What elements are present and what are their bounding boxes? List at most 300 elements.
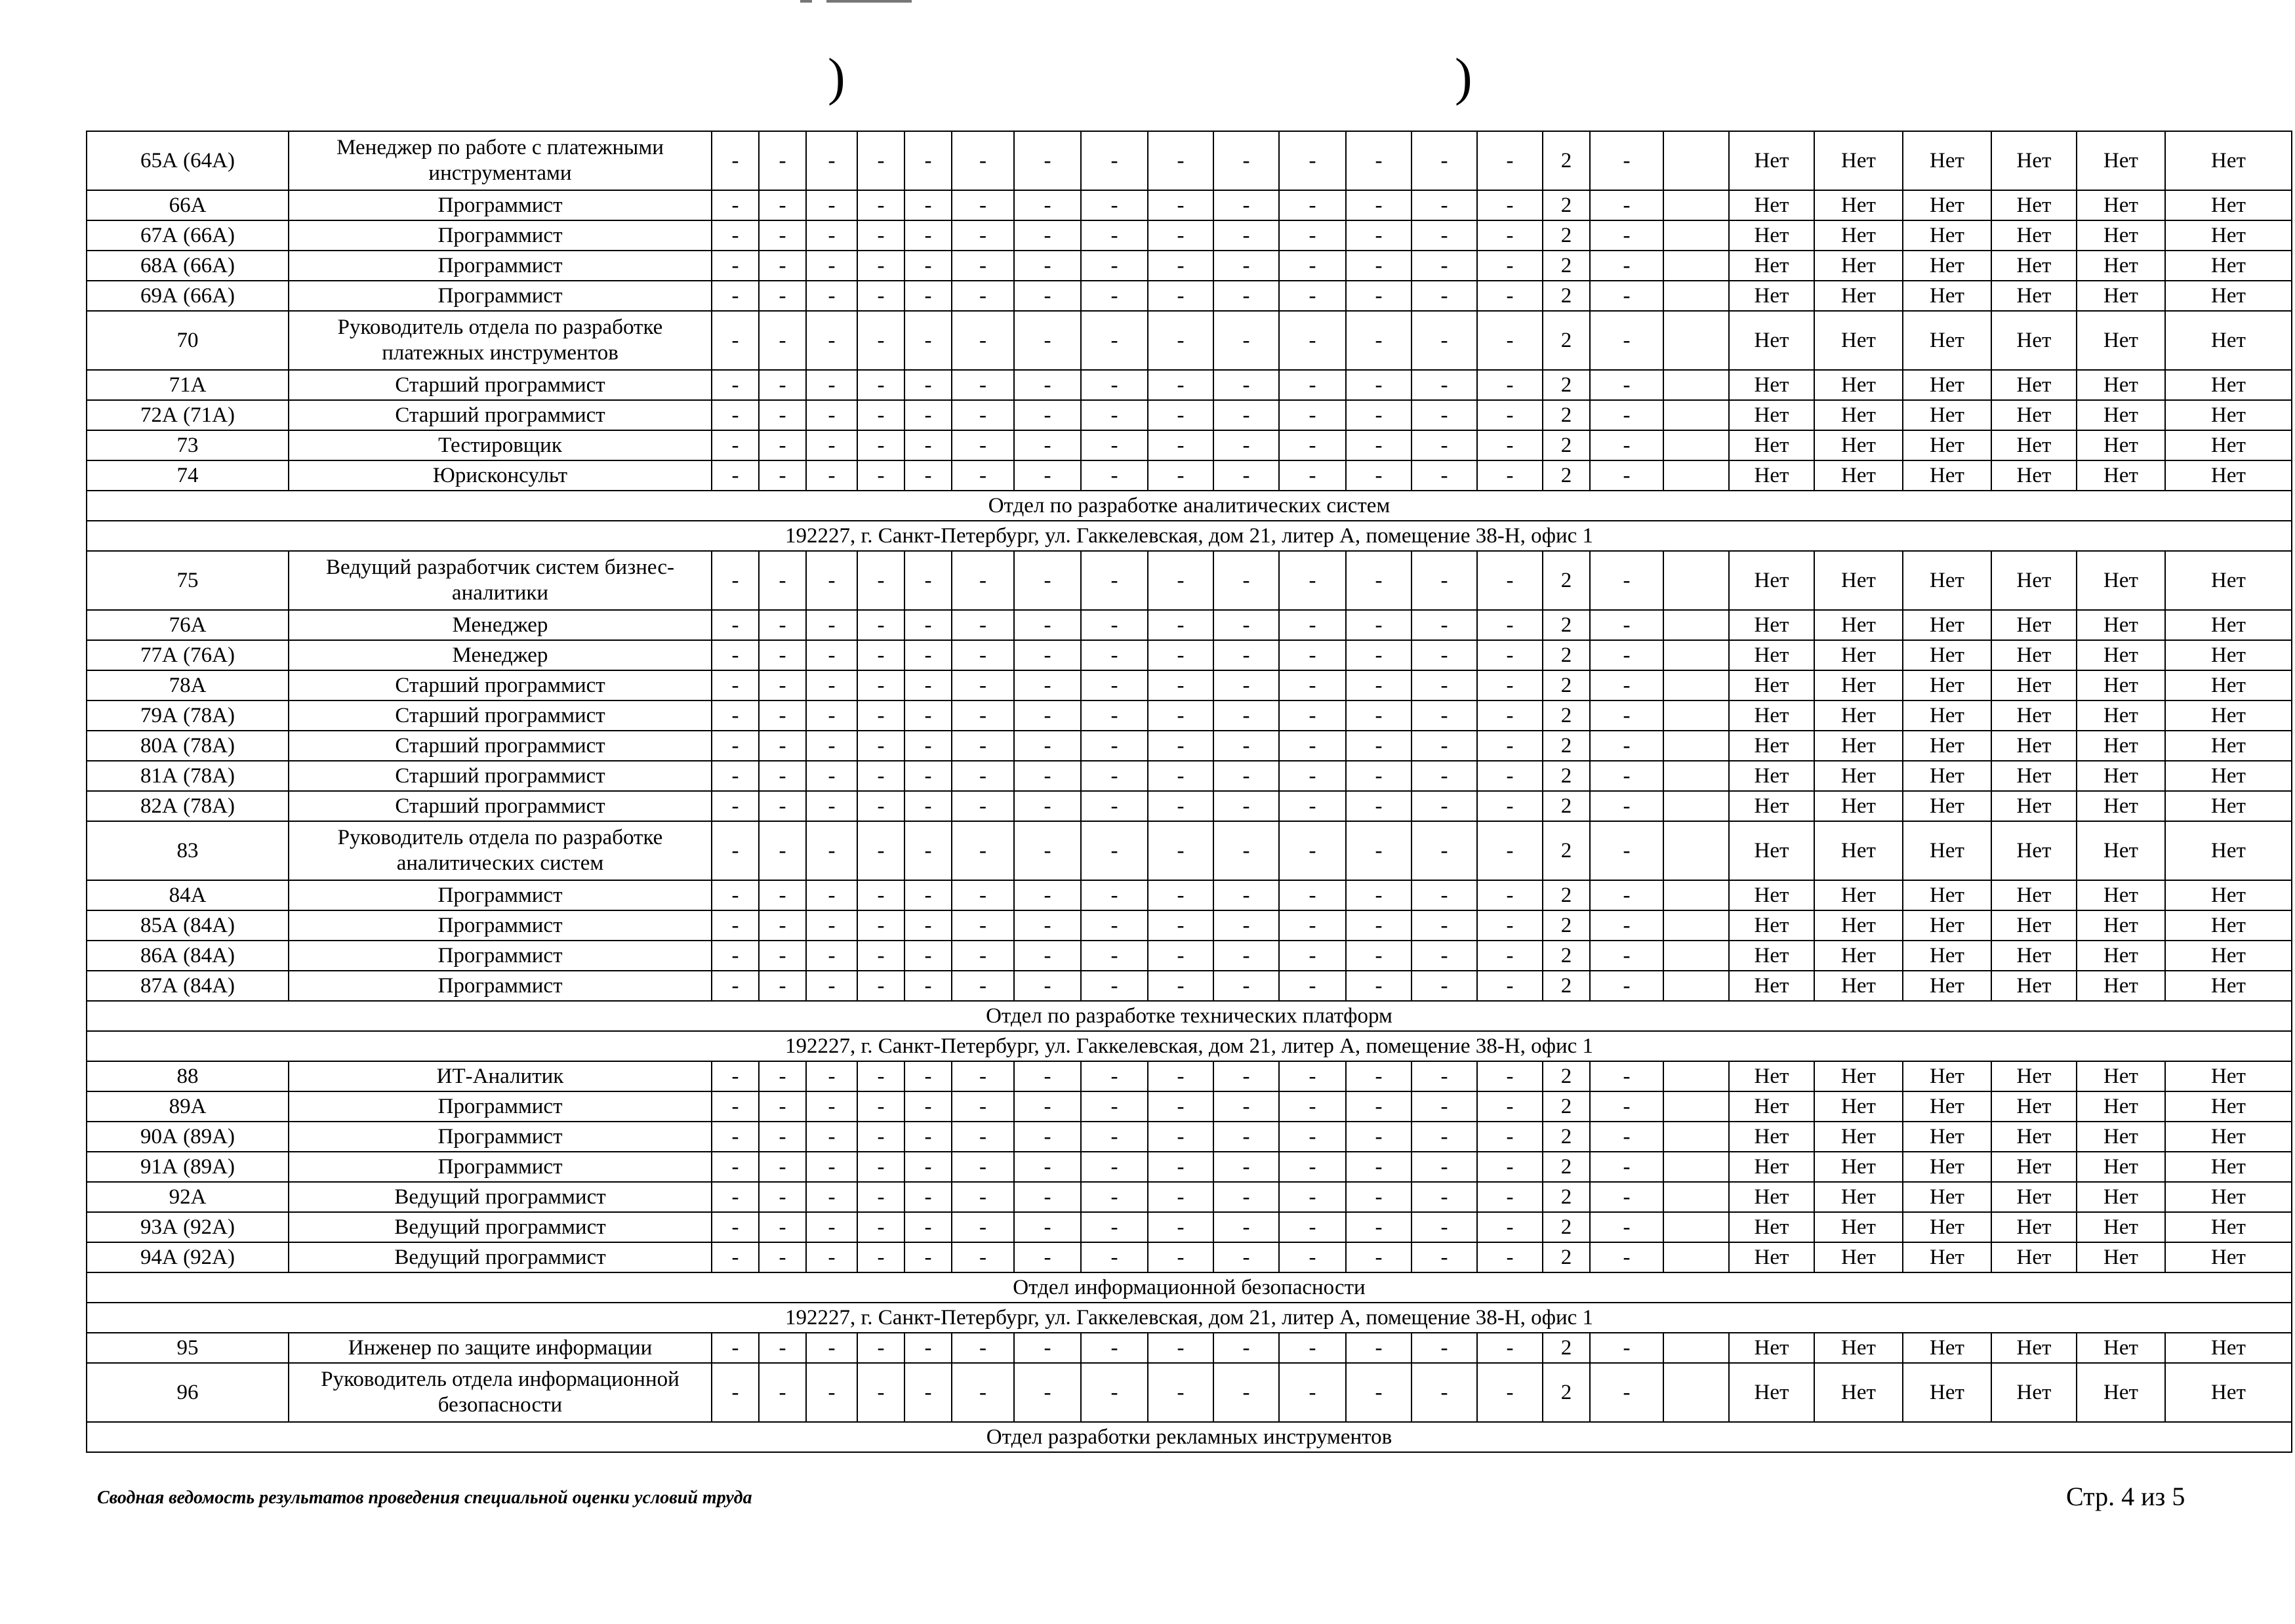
factor-cell: -	[1590, 971, 1663, 1001]
factor-cell: -	[1477, 1122, 1543, 1152]
factor-cell: -	[1590, 1091, 1663, 1122]
blank-cell	[1663, 610, 1729, 640]
factor-cell: -	[904, 821, 952, 880]
factor-cell: -	[1346, 370, 1412, 400]
guarantee-cell: Нет	[1991, 761, 2077, 791]
factor-cell: -	[857, 1333, 904, 1363]
factor-cell: -	[1279, 1061, 1346, 1091]
class-cell: 2	[1543, 1363, 1590, 1422]
factor-cell: -	[1412, 731, 1477, 761]
factor-cell: -	[1412, 700, 1477, 731]
factor-cell: -	[1213, 971, 1279, 1001]
guarantee-cell: Нет	[1729, 700, 1814, 731]
blank-cell	[1663, 821, 1729, 880]
factor-cell: -	[712, 880, 759, 910]
class-cell: 2	[1543, 941, 1590, 971]
guarantee-cell: Нет	[2165, 1152, 2292, 1182]
guarantee-cell: Нет	[1814, 971, 1903, 1001]
class-cell: 2	[1543, 731, 1590, 761]
row-id: 72А (71А)	[87, 400, 289, 430]
factor-cell: -	[1148, 880, 1213, 910]
guarantee-cell: Нет	[1903, 1061, 1991, 1091]
factor-cell: -	[1477, 281, 1543, 311]
section-address-row	[87, 1031, 2292, 1061]
factor-cell: -	[904, 370, 952, 400]
factor-cell: -	[1412, 131, 1477, 190]
guarantee-cell: Нет	[1903, 1182, 1991, 1212]
table-row	[87, 1152, 2292, 1182]
class-cell: 2	[1543, 1152, 1590, 1182]
factor-cell: -	[1148, 551, 1213, 610]
factor-cell: -	[1148, 190, 1213, 220]
factor-cell: -	[857, 821, 904, 880]
table-row	[87, 941, 2292, 971]
factor-cell: -	[1014, 1333, 1081, 1363]
factor-cell: -	[1014, 791, 1081, 821]
guarantee-cell: Нет	[1814, 821, 1903, 880]
table-row	[87, 700, 2292, 731]
guarantee-cell: Нет	[1991, 311, 2077, 370]
section-heading-row	[87, 491, 2292, 521]
row-id: 90А (89А)	[87, 1122, 289, 1152]
factor-cell: -	[1590, 281, 1663, 311]
factor-cell: -	[1412, 910, 1477, 941]
guarantee-cell: Нет	[1903, 190, 1991, 220]
factor-cell: -	[904, 791, 952, 821]
factor-cell: -	[1346, 1363, 1412, 1422]
row-id: 71А	[87, 370, 289, 400]
factor-cell: -	[712, 281, 759, 311]
factor-cell: -	[904, 1182, 952, 1212]
row-position-title: Ведущий разработчик систем бизнес-аналитики	[289, 551, 712, 610]
class-cell: 2	[1543, 821, 1590, 880]
guarantee-cell: Нет	[1903, 731, 1991, 761]
factor-cell: -	[712, 430, 759, 460]
factor-cell: -	[712, 731, 759, 761]
factor-cell: -	[904, 1122, 952, 1152]
class-cell: 2	[1543, 1212, 1590, 1242]
factor-cell: -	[1279, 220, 1346, 251]
row-id: 66А	[87, 190, 289, 220]
factor-cell: -	[952, 1363, 1014, 1422]
factor-cell: -	[806, 190, 857, 220]
factor-cell: -	[806, 1061, 857, 1091]
factor-cell: -	[1081, 551, 1148, 610]
guarantee-cell: Нет	[2165, 761, 2292, 791]
guarantee-cell: Нет	[1903, 131, 1991, 190]
factor-cell: -	[1213, 1242, 1279, 1272]
factor-cell: -	[857, 1363, 904, 1422]
factor-cell: -	[1081, 1152, 1148, 1182]
blank-cell	[1663, 670, 1729, 700]
factor-cell: -	[1213, 761, 1279, 791]
row-position-title: Тестировщик	[289, 430, 712, 460]
guarantee-cell: Нет	[2165, 700, 2292, 731]
factor-cell: -	[857, 220, 904, 251]
table-row	[87, 1363, 2292, 1422]
factor-cell: -	[1346, 941, 1412, 971]
factor-cell: -	[1014, 910, 1081, 941]
table-row	[87, 731, 2292, 761]
row-position-title: Ведущий программист	[289, 1212, 712, 1242]
factor-cell: -	[1412, 941, 1477, 971]
factor-cell: -	[1148, 640, 1213, 670]
guarantee-cell: Нет	[1903, 551, 1991, 610]
factor-cell: -	[1279, 551, 1346, 610]
factor-cell: -	[1014, 1152, 1081, 1182]
factor-cell: -	[1412, 761, 1477, 791]
factor-cell: -	[1148, 731, 1213, 761]
table-row	[87, 1333, 2292, 1363]
factor-cell: -	[1477, 1152, 1543, 1182]
factor-cell: -	[1148, 1061, 1213, 1091]
guarantee-cell: Нет	[2077, 251, 2165, 281]
factor-cell: -	[904, 1061, 952, 1091]
guarantee-cell: Нет	[1729, 370, 1814, 400]
guarantee-cell: Нет	[2165, 880, 2292, 910]
factor-cell: -	[1590, 1333, 1663, 1363]
row-position-title: Программист	[289, 910, 712, 941]
factor-cell: -	[904, 131, 952, 190]
class-cell: 2	[1543, 761, 1590, 791]
factor-cell: -	[806, 1182, 857, 1212]
factor-cell: -	[712, 610, 759, 640]
class-cell: 2	[1543, 670, 1590, 700]
guarantee-cell: Нет	[2077, 220, 2165, 251]
guarantee-cell: Нет	[1814, 880, 1903, 910]
guarantee-cell: Нет	[1991, 1212, 2077, 1242]
guarantee-cell: Нет	[1729, 910, 1814, 941]
factor-cell: -	[1346, 251, 1412, 281]
factor-cell: -	[759, 430, 806, 460]
guarantee-cell: Нет	[1814, 1333, 1903, 1363]
factor-cell: -	[1081, 610, 1148, 640]
factor-cell: -	[904, 971, 952, 1001]
row-id: 85А (84А)	[87, 910, 289, 941]
factor-cell: -	[1412, 190, 1477, 220]
factor-cell: -	[857, 761, 904, 791]
guarantee-cell: Нет	[1903, 971, 1991, 1001]
factor-cell: -	[806, 1242, 857, 1272]
table-row	[87, 281, 2292, 311]
blank-cell	[1663, 791, 1729, 821]
factor-cell: -	[1590, 821, 1663, 880]
factor-cell: -	[1081, 640, 1148, 670]
factor-cell: -	[1148, 311, 1213, 370]
guarantee-cell: Нет	[1903, 670, 1991, 700]
factor-cell: -	[806, 1363, 857, 1422]
factor-cell: -	[1014, 281, 1081, 311]
factor-cell: -	[1346, 1122, 1412, 1152]
table-row	[87, 1061, 2292, 1091]
factor-cell: -	[806, 370, 857, 400]
factor-cell: -	[1412, 1242, 1477, 1272]
factor-cell: -	[1412, 400, 1477, 430]
factor-cell: -	[1148, 1152, 1213, 1182]
table-body	[87, 131, 2292, 1452]
factor-cell: -	[806, 640, 857, 670]
guarantee-cell: Нет	[1814, 1122, 1903, 1152]
row-position-title: Старший программист	[289, 731, 712, 761]
factor-cell: -	[759, 1122, 806, 1152]
row-id: 89А	[87, 1091, 289, 1122]
factor-cell: -	[1213, 370, 1279, 400]
blank-cell	[1663, 460, 1729, 491]
factor-cell: -	[1346, 430, 1412, 460]
factor-cell: -	[1590, 1122, 1663, 1152]
factor-cell: -	[1213, 1363, 1279, 1422]
factor-cell: -	[1477, 941, 1543, 971]
factor-cell: -	[952, 1333, 1014, 1363]
factor-cell: -	[1213, 400, 1279, 430]
factor-cell: -	[1081, 311, 1148, 370]
factor-cell: -	[1412, 821, 1477, 880]
section-heading: Отдел по разработке аналитических систем	[87, 491, 2292, 521]
factor-cell: -	[1590, 1182, 1663, 1212]
class-cell: 2	[1543, 430, 1590, 460]
factor-cell: -	[1014, 1091, 1081, 1122]
table-row	[87, 761, 2292, 791]
factor-cell: -	[857, 880, 904, 910]
guarantee-cell: Нет	[1991, 1061, 2077, 1091]
guarantee-cell: Нет	[1903, 941, 1991, 971]
factor-cell: -	[1081, 731, 1148, 761]
guarantee-cell: Нет	[1814, 1242, 1903, 1272]
factor-cell: -	[1014, 131, 1081, 190]
blank-cell	[1663, 190, 1729, 220]
factor-cell: -	[1346, 1242, 1412, 1272]
section-heading: Отдел по разработке технических платформ	[87, 1001, 2292, 1031]
factor-cell: -	[1148, 791, 1213, 821]
guarantee-cell: Нет	[2077, 370, 2165, 400]
factor-cell: -	[1590, 1363, 1663, 1422]
factor-cell: -	[759, 220, 806, 251]
class-cell: 2	[1543, 791, 1590, 821]
table-row	[87, 370, 2292, 400]
factor-cell: -	[759, 791, 806, 821]
factor-cell: -	[857, 551, 904, 610]
row-id: 74	[87, 460, 289, 491]
row-id: 79А (78А)	[87, 700, 289, 731]
factor-cell: -	[952, 731, 1014, 761]
factor-cell: -	[1412, 791, 1477, 821]
factor-cell: -	[712, 400, 759, 430]
guarantee-cell: Нет	[1729, 1363, 1814, 1422]
guarantee-cell: Нет	[1991, 1363, 2077, 1422]
factor-cell: -	[857, 460, 904, 491]
factor-cell: -	[1279, 821, 1346, 880]
blank-cell	[1663, 1242, 1729, 1272]
row-position-title: Программист	[289, 251, 712, 281]
guarantee-cell: Нет	[1903, 1091, 1991, 1122]
factor-cell: -	[1081, 1091, 1148, 1122]
guarantee-cell: Нет	[2077, 1152, 2165, 1182]
guarantee-cell: Нет	[1991, 1242, 2077, 1272]
class-cell: 2	[1543, 640, 1590, 670]
factor-cell: -	[1014, 670, 1081, 700]
row-id: 80А (78А)	[87, 731, 289, 761]
factor-cell: -	[1279, 370, 1346, 400]
row-id: 65А (64А)	[87, 131, 289, 190]
blank-cell	[1663, 281, 1729, 311]
factor-cell: -	[1213, 1152, 1279, 1182]
factor-cell: -	[1477, 700, 1543, 731]
guarantee-cell: Нет	[1903, 610, 1991, 640]
blank-cell	[1663, 910, 1729, 941]
guarantee-cell: Нет	[2077, 1242, 2165, 1272]
factor-cell: -	[1346, 281, 1412, 311]
factor-cell: -	[1346, 731, 1412, 761]
factor-cell: -	[759, 1061, 806, 1091]
factor-cell: -	[1213, 910, 1279, 941]
blank-cell	[1663, 430, 1729, 460]
guarantee-cell: Нет	[1729, 941, 1814, 971]
scan-mark	[800, 0, 997, 4]
guarantee-cell: Нет	[1991, 220, 2077, 251]
guarantee-cell: Нет	[1729, 1242, 1814, 1272]
factor-cell: -	[952, 400, 1014, 430]
guarantee-cell: Нет	[1903, 880, 1991, 910]
guarantee-cell: Нет	[2165, 791, 2292, 821]
guarantee-cell: Нет	[2165, 1061, 2292, 1091]
factor-cell: -	[1279, 700, 1346, 731]
guarantee-cell: Нет	[1903, 1333, 1991, 1363]
factor-cell: -	[712, 700, 759, 731]
factor-cell: -	[857, 430, 904, 460]
class-cell: 2	[1543, 400, 1590, 430]
guarantee-cell: Нет	[1814, 311, 1903, 370]
factor-cell: -	[712, 1122, 759, 1152]
factor-cell: -	[904, 311, 952, 370]
guarantee-cell: Нет	[1991, 460, 2077, 491]
factor-cell: -	[857, 941, 904, 971]
guarantee-cell: Нет	[2077, 761, 2165, 791]
guarantee-cell: Нет	[1903, 370, 1991, 400]
factor-cell: -	[806, 1122, 857, 1152]
table-row	[87, 460, 2292, 491]
guarantee-cell: Нет	[1991, 610, 2077, 640]
factor-cell: -	[1081, 1122, 1148, 1152]
factor-cell: -	[806, 821, 857, 880]
guarantee-cell: Нет	[2165, 220, 2292, 251]
guarantee-cell: Нет	[1729, 311, 1814, 370]
factor-cell: -	[1279, 281, 1346, 311]
factor-cell: -	[904, 640, 952, 670]
factor-cell: -	[759, 761, 806, 791]
factor-cell: -	[952, 1152, 1014, 1182]
factor-cell: -	[1279, 610, 1346, 640]
factor-cell: -	[806, 1333, 857, 1363]
row-position-title: Менеджер	[289, 610, 712, 640]
guarantee-cell: Нет	[1814, 1061, 1903, 1091]
factor-cell: -	[1081, 700, 1148, 731]
factor-cell: -	[1346, 640, 1412, 670]
guarantee-cell: Нет	[1729, 1061, 1814, 1091]
blank-cell	[1663, 220, 1729, 251]
factor-cell: -	[1346, 761, 1412, 791]
factor-cell: -	[952, 610, 1014, 640]
factor-cell: -	[904, 1091, 952, 1122]
guarantee-cell: Нет	[2165, 370, 2292, 400]
blank-cell	[1663, 551, 1729, 610]
factor-cell: -	[1279, 430, 1346, 460]
factor-cell: -	[806, 880, 857, 910]
factor-cell: -	[1590, 551, 1663, 610]
guarantee-cell: Нет	[2165, 941, 2292, 971]
blank-cell	[1663, 1212, 1729, 1242]
factor-cell: -	[1213, 640, 1279, 670]
factor-cell: -	[857, 791, 904, 821]
section-address-row	[87, 521, 2292, 551]
factor-cell: -	[806, 400, 857, 430]
guarantee-cell: Нет	[1814, 370, 1903, 400]
factor-cell: -	[952, 251, 1014, 281]
factor-cell: -	[1279, 400, 1346, 430]
factor-cell: -	[1213, 460, 1279, 491]
blank-cell	[1663, 131, 1729, 190]
guarantee-cell: Нет	[1903, 1152, 1991, 1182]
guarantee-cell: Нет	[2077, 281, 2165, 311]
factor-cell: -	[1477, 311, 1543, 370]
factor-cell: -	[1346, 311, 1412, 370]
row-id: 78А	[87, 670, 289, 700]
bracket-left: )	[828, 49, 845, 106]
factor-cell: -	[1014, 430, 1081, 460]
table-row	[87, 400, 2292, 430]
row-position-title: Руководитель отдела по разработке аналитических систем	[289, 821, 712, 880]
factor-cell: -	[712, 821, 759, 880]
factor-cell: -	[712, 370, 759, 400]
factor-cell: -	[1148, 1363, 1213, 1422]
blank-cell	[1663, 1122, 1729, 1152]
factor-cell: -	[1014, 761, 1081, 791]
factor-cell: -	[1279, 1122, 1346, 1152]
factor-cell: -	[1148, 131, 1213, 190]
factor-cell: -	[712, 190, 759, 220]
factor-cell: -	[1014, 370, 1081, 400]
factor-cell: -	[806, 971, 857, 1001]
row-position-title: Старший программист	[289, 670, 712, 700]
guarantee-cell: Нет	[2077, 1061, 2165, 1091]
factor-cell: -	[1346, 220, 1412, 251]
guarantee-cell: Нет	[2165, 670, 2292, 700]
factor-cell: -	[904, 400, 952, 430]
factor-cell: -	[806, 791, 857, 821]
factor-cell: -	[1148, 1333, 1213, 1363]
factor-cell: -	[712, 131, 759, 190]
guarantee-cell: Нет	[1814, 131, 1903, 190]
table-row	[87, 1242, 2292, 1272]
row-id: 69А (66А)	[87, 281, 289, 311]
bracket-right: )	[1455, 49, 1472, 106]
factor-cell: -	[1279, 731, 1346, 761]
factor-cell: -	[806, 551, 857, 610]
guarantee-cell: Нет	[2077, 791, 2165, 821]
factor-cell: -	[1590, 190, 1663, 220]
guarantee-cell: Нет	[1903, 281, 1991, 311]
factor-cell: -	[1213, 1091, 1279, 1122]
guarantee-cell: Нет	[1991, 670, 2077, 700]
factor-cell: -	[712, 1333, 759, 1363]
guarantee-cell: Нет	[1814, 551, 1903, 610]
factor-cell: -	[759, 251, 806, 281]
guarantee-cell: Нет	[1991, 1152, 2077, 1182]
factor-cell: -	[857, 400, 904, 430]
guarantee-cell: Нет	[1729, 1091, 1814, 1122]
factor-cell: -	[806, 700, 857, 731]
guarantee-cell: Нет	[2165, 400, 2292, 430]
factor-cell: -	[1081, 1363, 1148, 1422]
